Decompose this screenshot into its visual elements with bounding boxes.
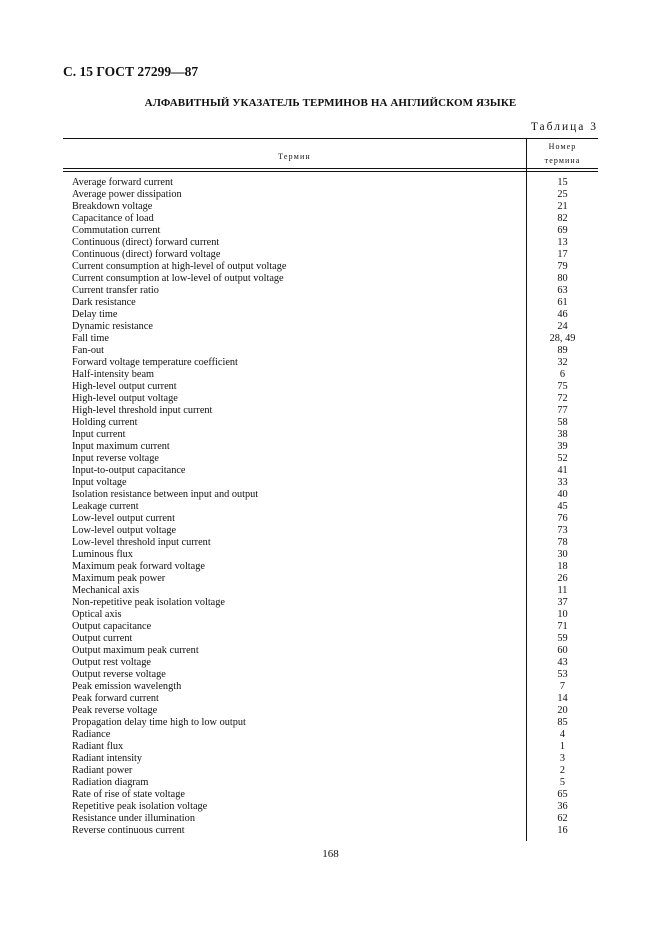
- table-row: [0, 189, 661, 201]
- table-row: [0, 573, 661, 585]
- term-cell: Capacitance of load: [72, 213, 154, 224]
- term-cell: Isolation resistance between input and output: [72, 489, 259, 500]
- table-row: [0, 261, 661, 273]
- term-number-cell: 13: [557, 237, 568, 248]
- term-number-cell: 39: [557, 441, 568, 452]
- table-row: [0, 669, 661, 681]
- term-cell: Continuous (direct) forward voltage: [72, 249, 221, 260]
- term-cell: Output reverse voltage: [72, 669, 166, 680]
- term-cell: Average forward current: [72, 177, 174, 188]
- term-number-cell: 62: [557, 813, 568, 824]
- table-row: [0, 177, 661, 189]
- term-number-cell: 60: [557, 645, 568, 656]
- term-number-cell: 21: [557, 201, 568, 212]
- table-row: [0, 237, 661, 249]
- term-cell: Delay time: [72, 309, 118, 320]
- term-cell: High-level threshold input current: [72, 405, 213, 416]
- table-row: [0, 393, 661, 405]
- term-number-cell: 71: [557, 621, 568, 632]
- term-cell: Dark resistance: [72, 297, 136, 308]
- term-number-cell: 77: [557, 405, 568, 416]
- term-number-cell: 45: [557, 501, 568, 512]
- term-cell: Input voltage: [72, 477, 127, 488]
- term-number-cell: 26: [557, 573, 568, 584]
- term-cell: Average power dissipation: [72, 189, 182, 200]
- term-cell: Fan-out: [72, 345, 105, 356]
- page-header: С. 15 ГОСТ 27299—87: [63, 64, 199, 79]
- table-row: [0, 225, 661, 237]
- table-row: [0, 789, 661, 801]
- term-number-cell: 65: [557, 789, 568, 800]
- term-number-cell: 14: [557, 693, 568, 704]
- term-cell: Low-level output current: [72, 513, 175, 524]
- table-row: [0, 765, 661, 777]
- term-cell: Radiant power: [72, 765, 133, 776]
- term-cell: High-level output voltage: [72, 393, 178, 404]
- term-number-cell: 53: [557, 669, 568, 680]
- term-cell: Commutation current: [72, 225, 161, 236]
- table-row: [0, 741, 661, 753]
- term-number-cell: 7: [559, 681, 566, 692]
- term-cell: Maximum peak power: [72, 573, 166, 584]
- term-cell: Dynamic resistance: [72, 321, 153, 332]
- table-row: [0, 369, 661, 381]
- table-row: [0, 477, 661, 489]
- term-cell: Input reverse voltage: [72, 453, 159, 464]
- table-row: [0, 465, 661, 477]
- term-number-cell: 10: [557, 609, 568, 620]
- term-cell: Radiant flux: [72, 741, 124, 752]
- term-cell: Half-intensity beam: [72, 369, 155, 380]
- term-cell: Fall time: [72, 333, 109, 344]
- term-cell: Output capacitance: [72, 621, 152, 632]
- term-number-cell: 41: [557, 465, 568, 476]
- table-row: [0, 333, 661, 345]
- table-row: [0, 825, 661, 837]
- term-number-cell: 25: [557, 189, 568, 200]
- page-number: 168: [322, 848, 339, 860]
- term-number-cell: 80: [557, 273, 568, 284]
- term-cell: Leakage current: [72, 501, 139, 512]
- table-row: [0, 405, 661, 417]
- table-row: [0, 453, 661, 465]
- column-header-number-line2: термина: [544, 156, 581, 165]
- table-row: [0, 321, 661, 333]
- term-cell: Input-to-output capacitance: [72, 465, 186, 476]
- term-cell: Repetitive peak isolation voltage: [72, 801, 208, 812]
- term-cell: Mechanical axis: [72, 585, 140, 596]
- table-row: [0, 249, 661, 261]
- table-row: [0, 813, 661, 825]
- table-row: [0, 381, 661, 393]
- table-row: [0, 801, 661, 813]
- term-number-cell: 18: [557, 561, 568, 572]
- term-number-cell: 17: [557, 249, 568, 260]
- term-cell: Breakdown voltage: [72, 201, 153, 212]
- term-number-cell: 76: [557, 513, 568, 524]
- table-label: Таблица 3: [530, 121, 598, 133]
- term-number-cell: 4: [559, 729, 566, 740]
- table-row: [0, 273, 661, 285]
- term-number-cell: 11: [557, 585, 568, 596]
- table-row: [0, 417, 661, 429]
- table-row: [0, 201, 661, 213]
- table-row: [0, 213, 661, 225]
- term-number-cell: 3: [559, 753, 566, 764]
- table-top-rule: [63, 138, 598, 139]
- table-row: [0, 753, 661, 765]
- term-number-cell: 40: [557, 489, 568, 500]
- term-number-cell: 15: [557, 177, 568, 188]
- table-row: [0, 441, 661, 453]
- table-row: [0, 729, 661, 741]
- column-header-term: Термин: [278, 151, 311, 161]
- term-cell: Radiant intensity: [72, 753, 143, 764]
- table-header-rule: [63, 168, 598, 172]
- term-cell: Output maximum peak current: [72, 645, 199, 656]
- term-cell: Low-level output voltage: [72, 525, 177, 536]
- term-number-cell: 78: [557, 537, 568, 548]
- term-number-cell: 63: [557, 285, 568, 296]
- term-number-cell: 6: [559, 369, 566, 380]
- term-cell: Peak forward current: [72, 693, 159, 704]
- table-row: [0, 585, 661, 597]
- term-number-cell: 73: [557, 525, 568, 536]
- term-number-cell: 79: [557, 261, 568, 272]
- term-cell: Peak reverse voltage: [72, 705, 158, 716]
- term-number-cell: 24: [557, 321, 568, 332]
- table-row: [0, 705, 661, 717]
- term-cell: Radiation diagram: [72, 777, 149, 788]
- term-cell: Rate of rise of state voltage: [72, 789, 185, 800]
- term-cell: Current consumption at high-level of output voltage: [72, 261, 287, 272]
- term-cell: Luminous flux: [72, 549, 133, 560]
- table-row: [0, 309, 661, 321]
- term-cell: Input current: [72, 429, 126, 440]
- column-header-number-line1: Номер: [548, 142, 577, 151]
- table-row: [0, 297, 661, 309]
- term-number-cell: 75: [557, 381, 568, 392]
- table-row: [0, 285, 661, 297]
- term-number-cell: 20: [557, 705, 568, 716]
- term-cell: Propagation delay time high to low output: [72, 717, 246, 728]
- term-cell: Low-level threshold input current: [72, 537, 211, 548]
- term-number-cell: 37: [557, 597, 568, 608]
- table-row: [0, 501, 661, 513]
- table-row: [0, 597, 661, 609]
- page-title: АЛФАВИТНЫЙ УКАЗАТЕЛЬ ТЕРМИНОВ НА АНГЛИЙСКОМ ЯЗЫКЕ: [144, 97, 517, 109]
- term-number-cell: 32: [557, 357, 568, 368]
- term-number-cell: 59: [557, 633, 568, 644]
- term-cell: Output rest voltage: [72, 657, 151, 668]
- term-number-cell: 16: [557, 825, 568, 836]
- term-number-cell: 38: [557, 429, 568, 440]
- table-row: [0, 717, 661, 729]
- table-row: [0, 609, 661, 621]
- terms-table-body: [0, 177, 661, 837]
- term-cell: Radiance: [72, 729, 111, 740]
- term-cell: Resistance under illumination: [72, 813, 195, 824]
- table-row: [0, 525, 661, 537]
- table-row: [0, 345, 661, 357]
- term-cell: Maximum peak forward voltage: [72, 561, 205, 572]
- term-cell: Peak emission wavelength: [72, 681, 182, 692]
- term-number-cell: 28, 49: [549, 333, 576, 344]
- term-number-cell: 36: [557, 801, 568, 812]
- term-number-cell: 89: [557, 345, 568, 356]
- table-row: [0, 645, 661, 657]
- term-cell: Optical axis: [72, 609, 122, 620]
- term-cell: Holding current: [72, 417, 138, 428]
- term-number-cell: 1: [559, 741, 566, 752]
- term-number-cell: 5: [559, 777, 566, 788]
- term-number-cell: 46: [557, 309, 568, 320]
- term-number-cell: 2: [559, 765, 566, 776]
- table-row: [0, 657, 661, 669]
- term-number-cell: 61: [557, 297, 568, 308]
- term-cell: Current transfer ratio: [72, 285, 159, 296]
- term-cell: Reverse continuous current: [72, 825, 185, 836]
- table-row: [0, 621, 661, 633]
- table-row: [0, 681, 661, 693]
- table-row: [0, 429, 661, 441]
- term-cell: Forward voltage temperature coefficient: [72, 357, 238, 368]
- term-number-cell: 72: [557, 393, 568, 404]
- table-row: [0, 537, 661, 549]
- table-row: [0, 633, 661, 645]
- table-row: [0, 693, 661, 705]
- term-cell: Output current: [72, 633, 133, 644]
- term-number-cell: 43: [557, 657, 568, 668]
- table-row: [0, 549, 661, 561]
- term-number-cell: 33: [557, 477, 568, 488]
- term-number-cell: 58: [557, 417, 568, 428]
- term-cell: Continuous (direct) forward current: [72, 237, 220, 248]
- term-cell: Current consumption at low-level of output voltage: [72, 273, 284, 284]
- term-cell: Non-repetitive peak isolation voltage: [72, 597, 225, 608]
- term-number-cell: 82: [557, 213, 568, 224]
- column-header-number: [527, 140, 598, 168]
- term-cell: High-level output current: [72, 381, 177, 392]
- term-number-cell: 85: [557, 717, 568, 728]
- term-number-cell: 30: [557, 549, 568, 560]
- table-row: [0, 489, 661, 501]
- term-number-cell: 52: [557, 453, 568, 464]
- table-row: [0, 777, 661, 789]
- table-row: [0, 561, 661, 573]
- table-row: [0, 513, 661, 525]
- term-number-cell: 69: [557, 225, 568, 236]
- table-row: [0, 357, 661, 369]
- term-cell: Input maximum current: [72, 441, 170, 452]
